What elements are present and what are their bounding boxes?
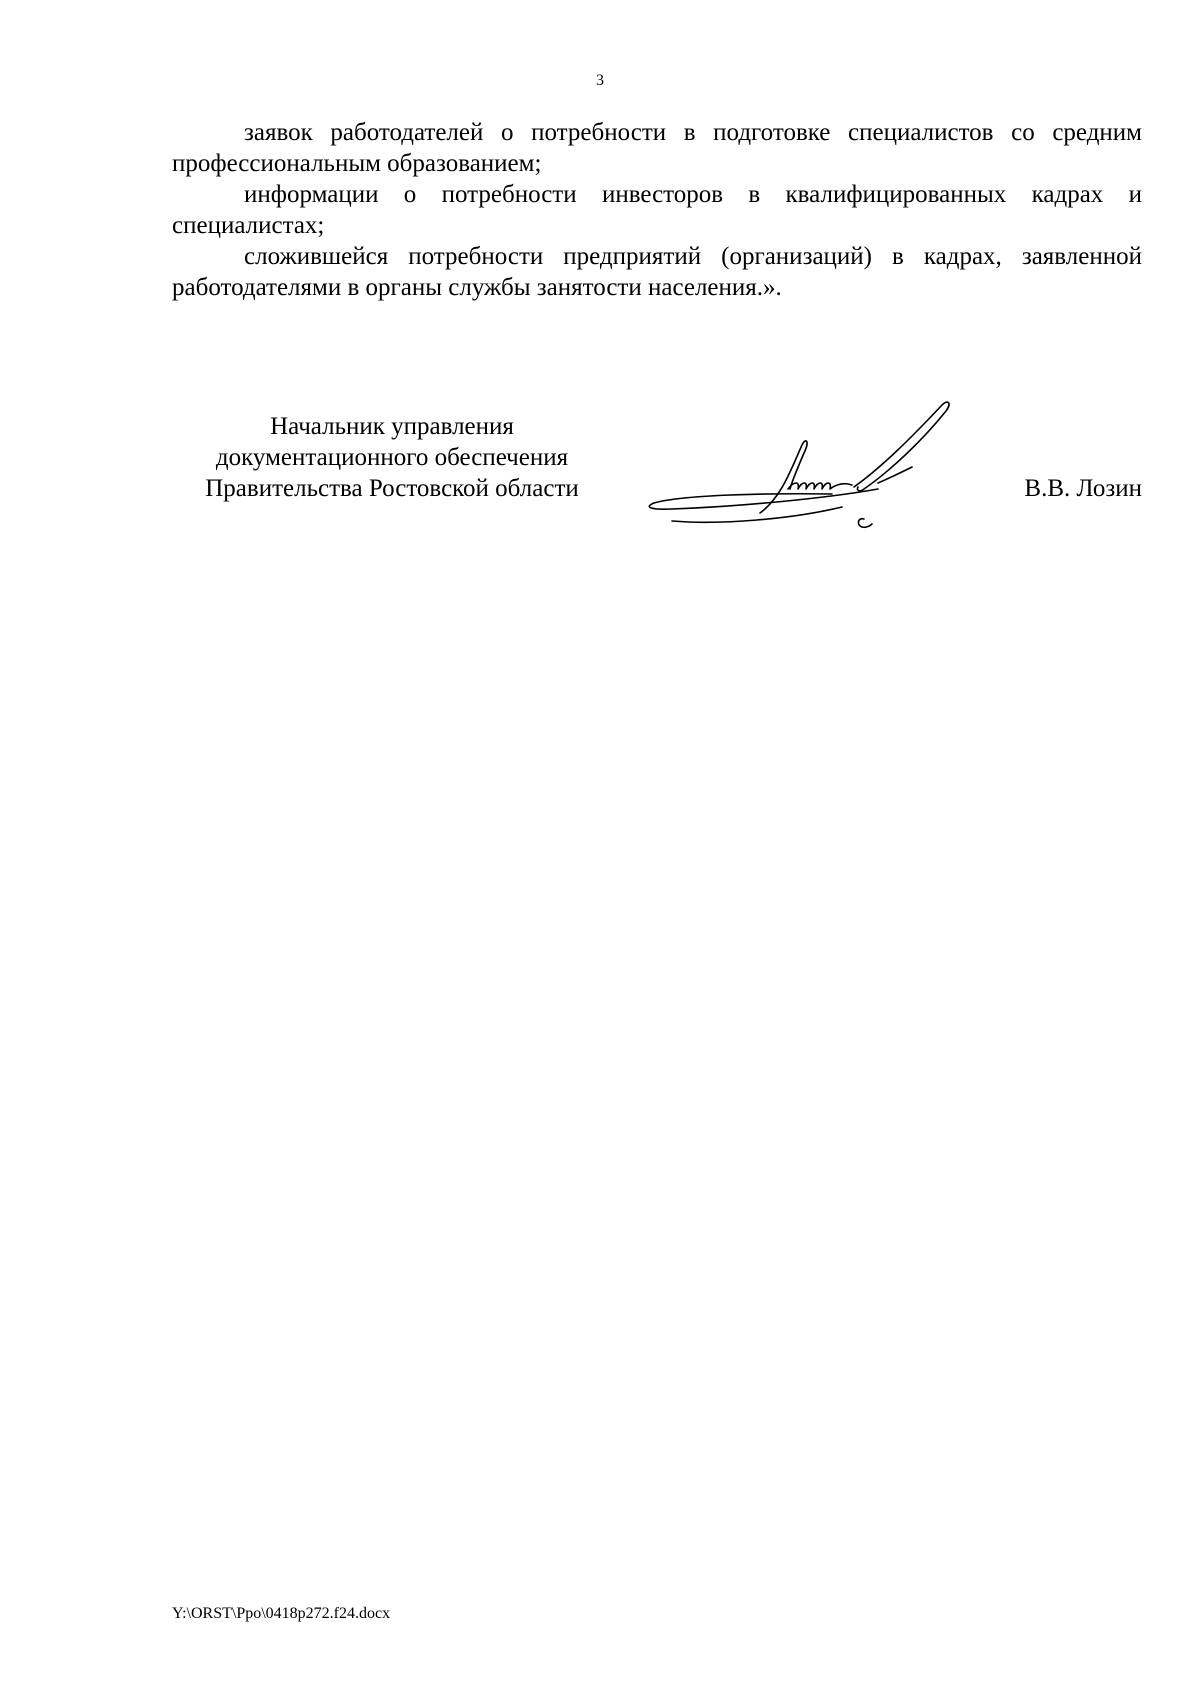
paragraph-enterprise-needs: сложившейся потребности предприятий (организаций) в кадрах, заявленной работодателями в органы службы занятости населения.». bbox=[172, 243, 1142, 301]
handwritten-signature bbox=[642, 397, 982, 547]
signer-position bbox=[172, 411, 612, 504]
footer-file-path: Y:\ORST\Ppo\0418p272.f24.docx bbox=[172, 1605, 391, 1622]
signer-position-line: документационного обеспечения bbox=[215, 444, 569, 471]
signer-position-line: Начальник управления bbox=[270, 413, 514, 440]
signer-name: В.В. Лозин bbox=[1024, 475, 1142, 502]
paragraph-investor-needs: информации о потребности инвесторов в квалифицированных кадрах и специалистах; bbox=[172, 181, 1142, 239]
signer-position-line: Правительства Ростовской области bbox=[205, 475, 579, 502]
paragraph-employer-requests: заявок работодателей о потребности в подготовке специалистов со средним профессиональным образованием; bbox=[172, 119, 1142, 177]
page-number: 3 bbox=[596, 72, 604, 89]
document-body bbox=[172, 117, 1142, 303]
signature-block bbox=[172, 411, 1142, 541]
